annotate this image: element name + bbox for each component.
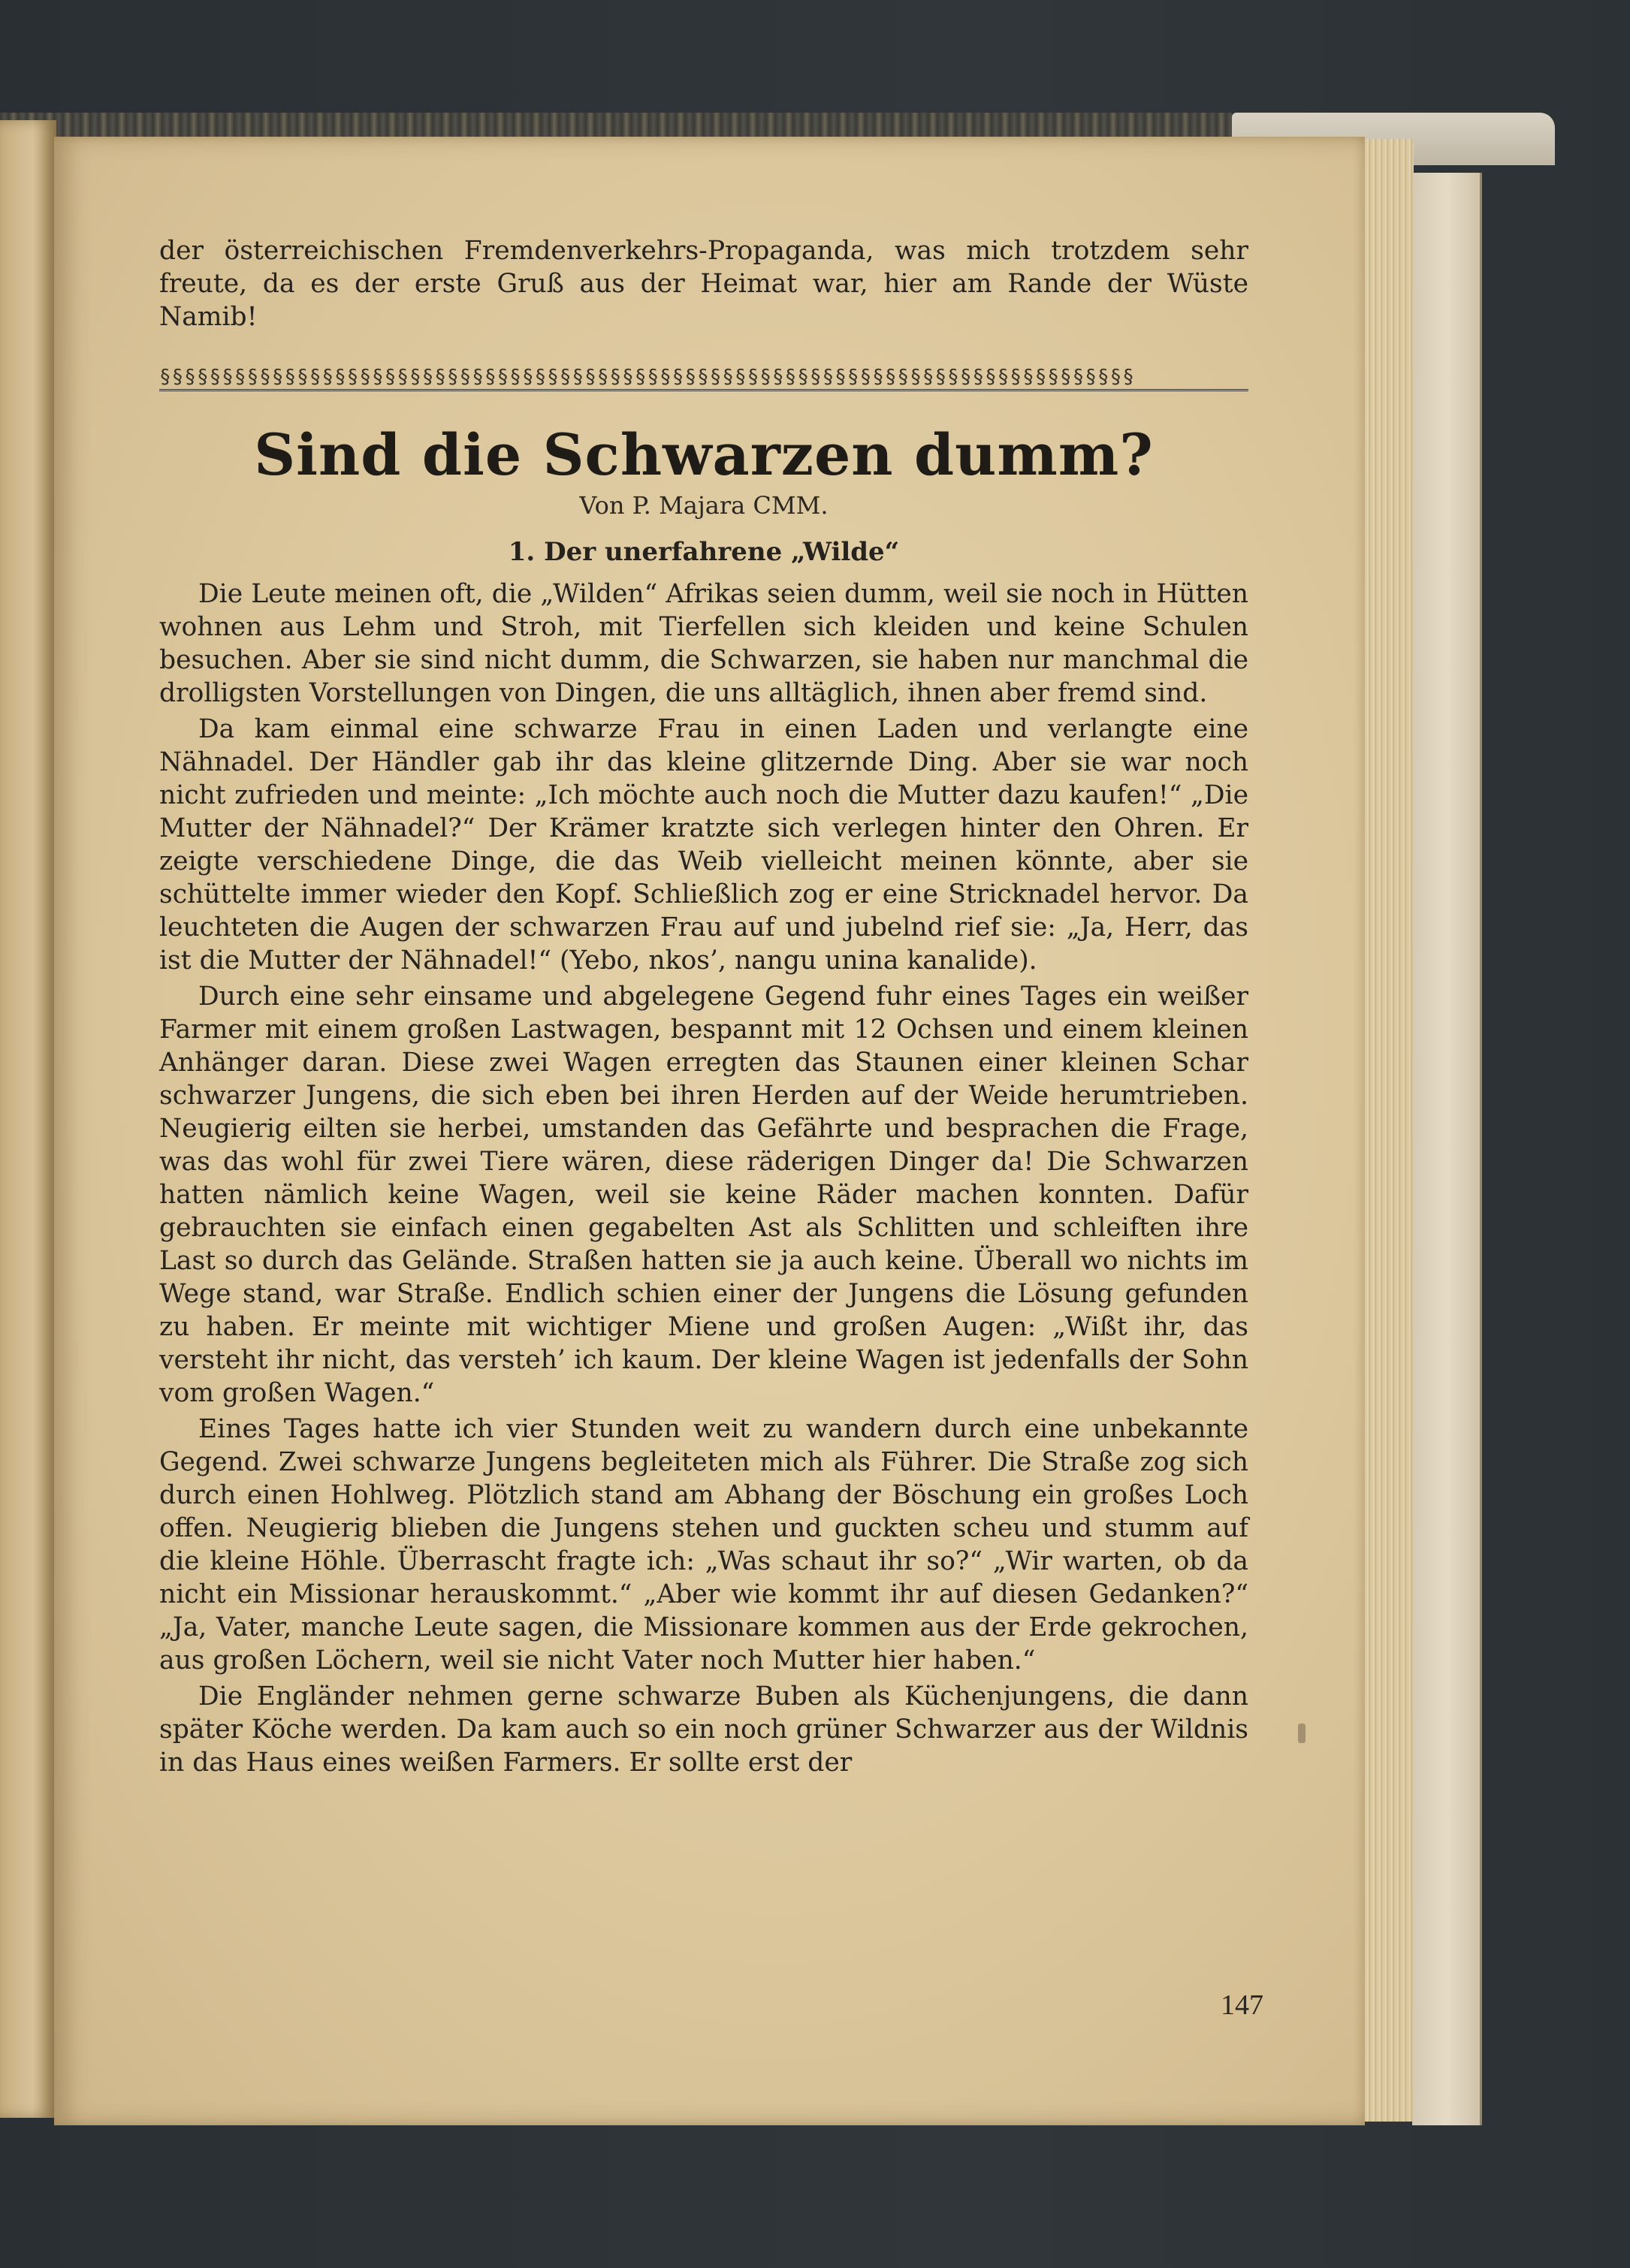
intro-paragraph: der österreichischen Fremdenverkehrs-Propaganda, was mich trotzdem sehr freute, da es der erste Gruß aus der Heimat war, hier am Rande der Wüste Namib!: [159, 236, 1248, 332]
ornamental-divider: §§§§§§§§§§§§§§§§§§§§§§§§§§§§§§§§§§§§§§§§§§§§§§§§§§§§§§§§§§§§§§§§§§§§§§§§§§§§§§: [159, 366, 1248, 391]
paragraph: Eines Tages hatte ich vier Stunden weit zu wandern durch eine unbekannte Gegend. Zwei schwarze Jungens begleiteten mich als Führer. Die Straße zog sich durch einen Hohlweg. Plötzlich stand am Abhang der Böschung ein großes Loch offen. Neugierig blieben die Jungens stehen und guckten scheu und stumm auf die kleine Höhle. Überrascht fragte ich: „Was schaut ihr so?“ „Wir warten, ob da nicht ein Missionar herauskommt.“ „Aber wie kommt ihr auf diesen Gedanken?“ „Ja, Vater, manche Leute sagen, die Missionare kommen aus der Erde gekrochen, aus großen Löchern, weil sie nicht Vater noch Mutter hier haben.“: [159, 1414, 1248, 1675]
back-cover-edge: [1412, 173, 1482, 2125]
paragraph: Da kam einmal eine schwarze Frau in einen Laden und verlangte eine Nähnadel. Der Händler gab ihr das kleine glitzernde Ding. Aber sie war noch nicht zufrieden und meinte: „Ich möchte auch noch die Mutter dazu kaufen!“ „Die Mutter der Nähnadel?“ Der Krämer kratzte sich verlegen hinter den Ohren. Er zeigte verschiedene Dinge, die das Weib vielleicht meinen könnte, aber sie schüttelte immer wieder den Kopf. Schließlich zog er eine Stricknadel hervor. Da leuchteten die Augen der schwarzen Frau auf und jubelnd rief sie: „Ja, Herr, das ist die Mutter der Nähnadel!“ (Yebo, nkos’, nangu unina kanalide).: [159, 714, 1248, 976]
paragraph: Die Engländer nehmen gerne schwarze Buben als Küchenjungens, die dann später Köche werden. Da kam auch so ein noch grüner Schwarzer aus der Wildnis in das Haus eines weißen Farmers. Er sollte erst der: [159, 1681, 1248, 1778]
paragraph: Durch eine sehr einsame und abgelegene Gegend fuhr eines Tages ein weißer Farmer mit einem großen Lastwagen, bespannt mit 12 Ochsen und einem kleinen Anhänger daran. Diese zwei Wagen erregten das Staunen einer kleinen Schar schwarzer Jungens, die sich eben bei ihren Herden auf der Weide herumtrieben. Neugierig eilten sie herbei, umstanden das Gefährte und besprachen die Frage, was das wohl für zwei Tiere wären, diese räderigen Dinger da! Die Schwarzen hatten nämlich keine Wagen, weil sie keine Räder machen konnten. Dafür gebrauchten sie einfach einen gegabelten Ast als Schlitten und schleiften ihre Last so durch das Gelände. Straßen hatten sie ja auch keine. Überall wo nichts im Wege stand, war Straße. Endlich schien einer der Jungens die Lösung gefunden zu haben. Er meinte mit wichtiger Miene und großen Augen: „Wißt ihr, das versteht ihr nicht, das versteh’ ich kaum. Der kleine Wagen ist jedenfalls der Sohn vom großen Wagen.“: [159, 982, 1248, 1408]
book-page: [54, 137, 1365, 2125]
page-text-block: [159, 234, 1248, 1779]
paragraph: Die Leute meinen oft, die „Wilden“ Afrikas seien dumm, weil sie noch in Hütten wohnen aus Lehm und Stroh, mit Tierfellen sich kleiden und keine Schulen besuchen. Aber sie sind nicht dumm, die Schwarzen, sie haben nur manchmal die drolligsten Vorstellungen von Dingen, die uns alltäglich, ihnen aber fremd sind.: [159, 579, 1248, 708]
page-number: 147: [1221, 1989, 1263, 2021]
article-byline: Von P. Majara CMM.: [579, 491, 829, 520]
section-heading: 1. Der unerfahrene „Wilde“: [508, 537, 900, 567]
facing-page-edge: [0, 120, 56, 2118]
article-title: Sind die Schwarzen dumm?: [254, 421, 1154, 488]
paper-blemish: [1298, 1724, 1306, 1743]
